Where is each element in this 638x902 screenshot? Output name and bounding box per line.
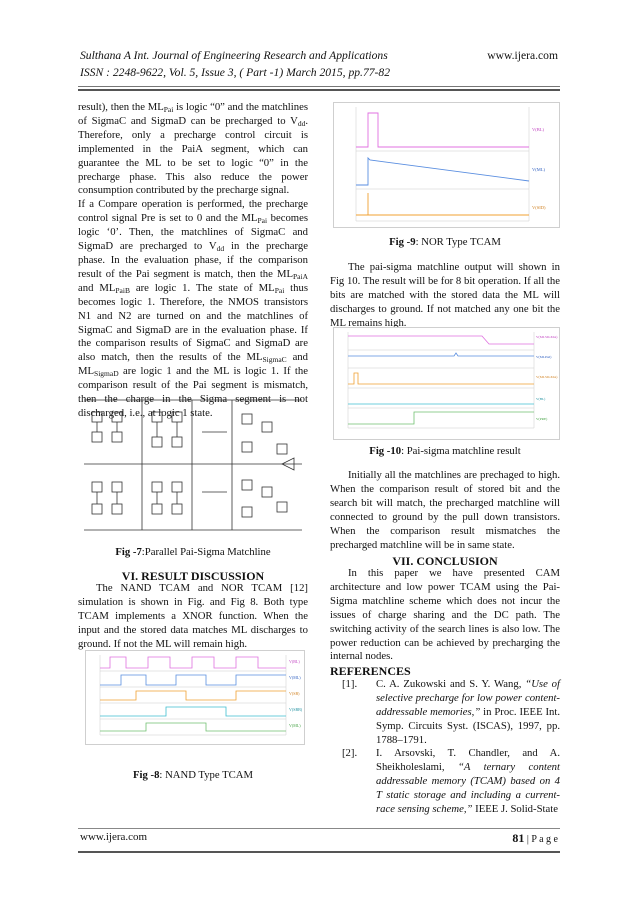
reference-2 [330,747,560,817]
journal-title: Sulthana A Int. Journal of Engineering Research and Applications [80,49,388,62]
fig10-legend: V(MLPAI) [536,355,552,359]
fig9-nor-tcam-plot [333,102,560,228]
paragraph: In this paper we have presented CAM architecture and low power TCAM using the Pai-Sigma matchline scheme which does not incur the issues of charge sharing and the DC path. The switching activity of the search lines is also low. The power reduction can be achieved by precharging the internal nodes. [330,567,560,663]
fig10-legend: V(MLSIGMA) [536,335,558,339]
paragraph: result), then the $ML_{Pai}$ is logic “0” and the matchlines of SigmaC and SigmaD can be precharged to $V_{dd}$. Therefore, only a precharge control circuit is implemented in the PaiA segment, which can guarantee the ML to be set to logic “0” in the precharge phase. This also reduce the power consumption contributed by the precharge signal. [78,101,308,197]
fig10-caption: Fig -10: Pai-sigma matchline result [369,445,521,457]
page-label: | P a g e [524,834,558,845]
fig8-legend: V(SB) [289,691,300,696]
footer-url[interactable]: www.ijera.com [80,831,148,843]
fig8-legend: V(ML) [289,675,301,680]
issn-line: ISSN : 2248-9622, Vol. 5, Issue 3, ( Part -1) March 2015, pp.77-82 [80,66,390,79]
paragraph: Initially all the matchlines are prechaged to high. When the comparison result of stored bit and the search bit will match, the precharged matchline will connected to ground by the pull down transistors. When the comparison result mismatches the precharged matchline will be in same state. [330,469,560,551]
header-rule [78,86,560,87]
right-column-3 [330,567,560,664]
header-rule-thick [78,89,560,91]
right-column-1 [330,261,560,331]
fig10-legend: V(MLSIGMA) [536,375,558,379]
fig8-nand-tcam-plot [85,650,305,745]
fig7-circuit-diagram [82,392,304,538]
left-column-2 [78,582,308,652]
journal-url[interactable]: www.ijera.com [487,49,558,62]
fig9-legend: V(ML) [532,167,545,172]
paragraph: The pai-sigma matchline output will shown in Fig 10. The result will be for 8 bit operation. If all the bits are matched with the stored data the ML will discharges to ground. If not matched any one bit the ML remains high. [330,261,560,329]
fig8-caption: Fig -8: NAND Type TCAM [133,769,253,781]
fig8-legend: V(SBB) [289,707,303,712]
left-column [78,101,308,421]
fig8-legend: V(BL) [289,659,300,664]
reference-number: [1]. [342,678,358,690]
section-conclusion-title: VII. CONCLUSION [392,554,498,568]
reference-1 [330,678,560,748]
footer-rule [78,828,560,853]
fig9-caption: Fig -9: NOR Type TCAM [389,236,501,248]
reference-text: C. A. Zukowski and S. Y. Wang, “Use of selective precharge for low power content-addressable memories,” in Proc. IEEE Int. Symp. Circuits Syst. (ISCAS), 1997, pp. 1788–1791. [376,678,560,746]
page-number [512,831,558,846]
fig10-legend: V(PRE) [536,417,548,421]
references-title: REFERENCES [330,664,411,678]
fig10-pai-sigma-plot [333,327,560,440]
reference-number: [2]. [342,747,358,759]
fig10-legend: V(BL) [536,397,546,401]
fig7-caption: Fig -7:Parallel Pai-Sigma Matchline [115,546,271,558]
page-number-value: 81 [512,831,525,845]
paragraph: The NAND TCAM and NOR TCAM [12] simulation is shown in Fig. and Fig 8. Both type TCAM implements a XNOR function. When the input and the stored data matches ML discharges to ground. If not the ML will remain high. [78,582,308,650]
reference-text: I. Arsovski, T. Chandler, and A. Sheikholeslami, “A ternary content addressable memory (TCAM) based on 4 T static storage and including a current-race sensing scheme,” IEEE J. Solid-State [376,747,560,815]
right-column-2 [330,469,560,552]
section-result-discussion-title: VI. RESULT DISCUSSION [121,569,265,583]
fig9-legend: V(SID) [532,205,546,210]
fig8-legend: V(ML) [289,723,301,728]
fig9-legend: V(BL) [532,127,544,132]
paragraph: If a Compare operation is performed, the precharge control signal Pre is set to 0 and the $ML_{Pai}$ becomes logic ‘0’. Then, the matchlines of SigmaC and SigmaD are precharged to $V_{dd}$ in the precharge phase. In the evaluation phase, if the comparison result of the Pai segment is match, then the $ML_{PaiA}$ and $ML_{PaiB}$ are logic 1. The state of $ML_{Pai}$ thus becomes logic 1. Therefore, the NMOS transistors N1 and N2 are turned on and the matchlines of SigmaC and SigmaD are in the evaluation phase. If the comparison results of SigmaC and SigmaD are also match, then the results of the $ML_{SigmaC}$ and $ML_{SigmaD}$ are logic 1 and the ML is logic 1. If the comparison result of the Pai segment is mismatch, then the charge in the Sigma segment is not discharged, i.e., at logic 1 state. [78,198,309,419]
